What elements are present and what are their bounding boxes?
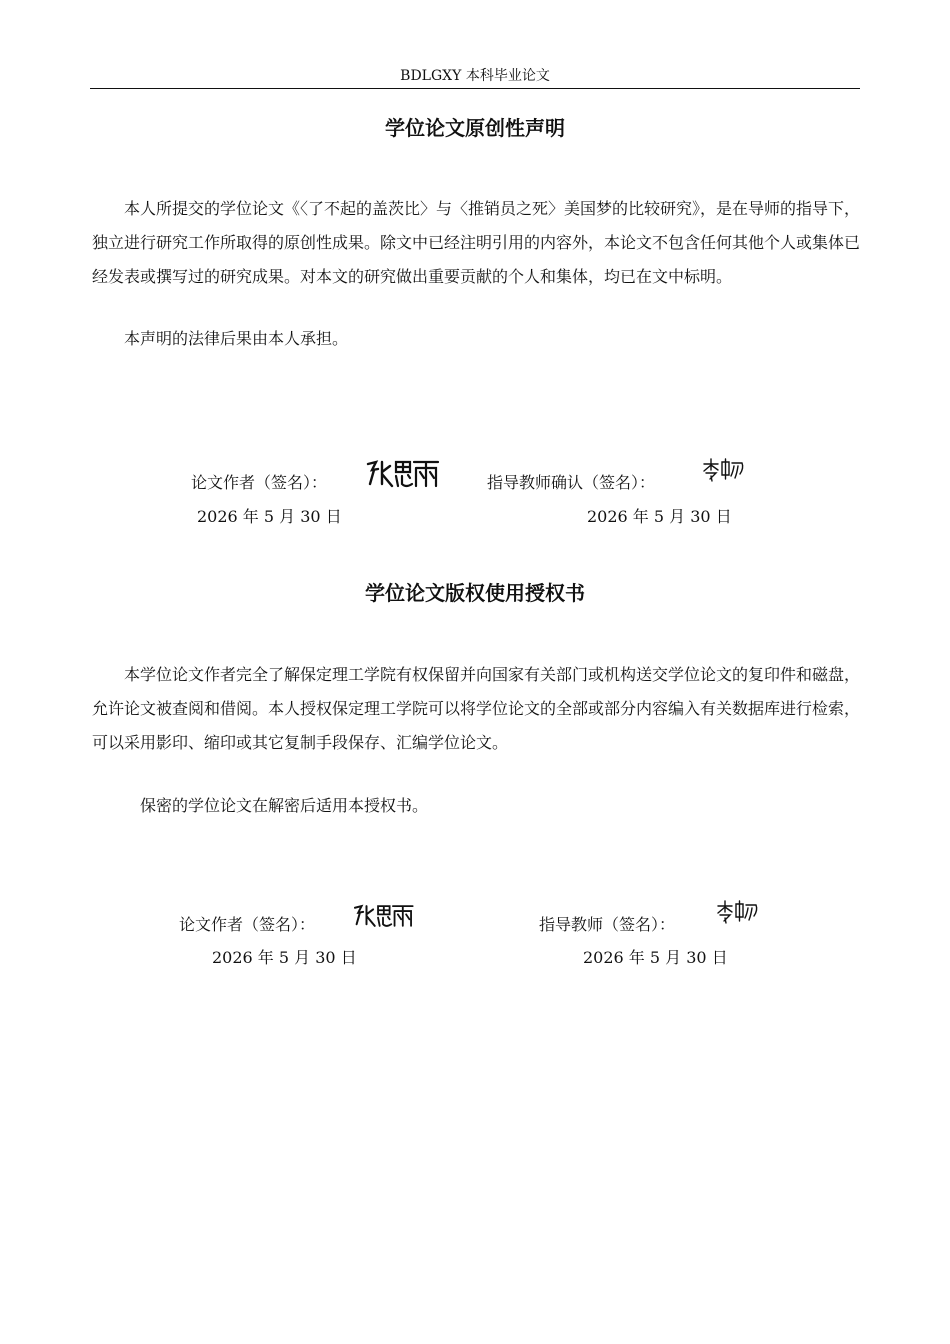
authorization-advisor-label: 指导教师（签名）： <box>539 915 676 934</box>
running-header: BDLGXY 本科毕业论文 <box>400 68 550 84</box>
authorization-author-label: 论文作者（签名）： <box>179 915 316 934</box>
declaration-advisor-date: 2026 年 5 月 30 日 <box>587 507 732 526</box>
declaration-advisor-label: 指导教师确认（签名）： <box>487 473 656 492</box>
authorization-advisor-signature <box>714 898 762 924</box>
authorization-paragraph: 本学位论文作者完全了解保定理工学院有权保留并向国家有关部门或机构送交学位论文的复印件和磁盘，允许论文被查阅和借阅。本人授权保定理工学院可以将学位论文的全部或部分内容编入有关数据库进行检索，可以采用影印、缩印或其它复制手段保存、汇编学位论文。 <box>92 665 861 752</box>
authorization-confidential-note: 保密的学位论文在解密后适用本授权书。 <box>140 796 429 815</box>
declaration-title: 学位论文原创性声明 <box>385 116 565 140</box>
authorization-title: 学位论文版权使用授权书 <box>365 581 585 605</box>
declaration-advisor-signature <box>700 456 748 482</box>
declaration-author-label: 论文作者（签名）： <box>191 473 328 492</box>
authorization-author-date: 2026 年 5 月 30 日 <box>212 948 357 967</box>
authorization-author-signature <box>350 900 416 932</box>
authorization-advisor-date: 2026 年 5 月 30 日 <box>583 948 728 967</box>
declaration-author-signature <box>362 456 442 492</box>
declaration-legal-note: 本声明的法律后果由本人承担。 <box>124 329 349 348</box>
declaration-paragraph: 本人所提交的学位论文《〈了不起的盖茨比〉与〈推销员之死〉美国梦的比较研究》，是在导师的指导下，独立进行研究工作所取得的原创性成果。除文中已经注明引用的内容外，本论文不包含任何其他个人或集体已经发表或撰写过的研究成果。对本文的研究做出重要贡献的个人和集体，均已在文中标明。 <box>92 199 861 286</box>
header-divider <box>90 88 860 89</box>
declaration-author-date: 2026 年 5 月 30 日 <box>197 507 342 526</box>
